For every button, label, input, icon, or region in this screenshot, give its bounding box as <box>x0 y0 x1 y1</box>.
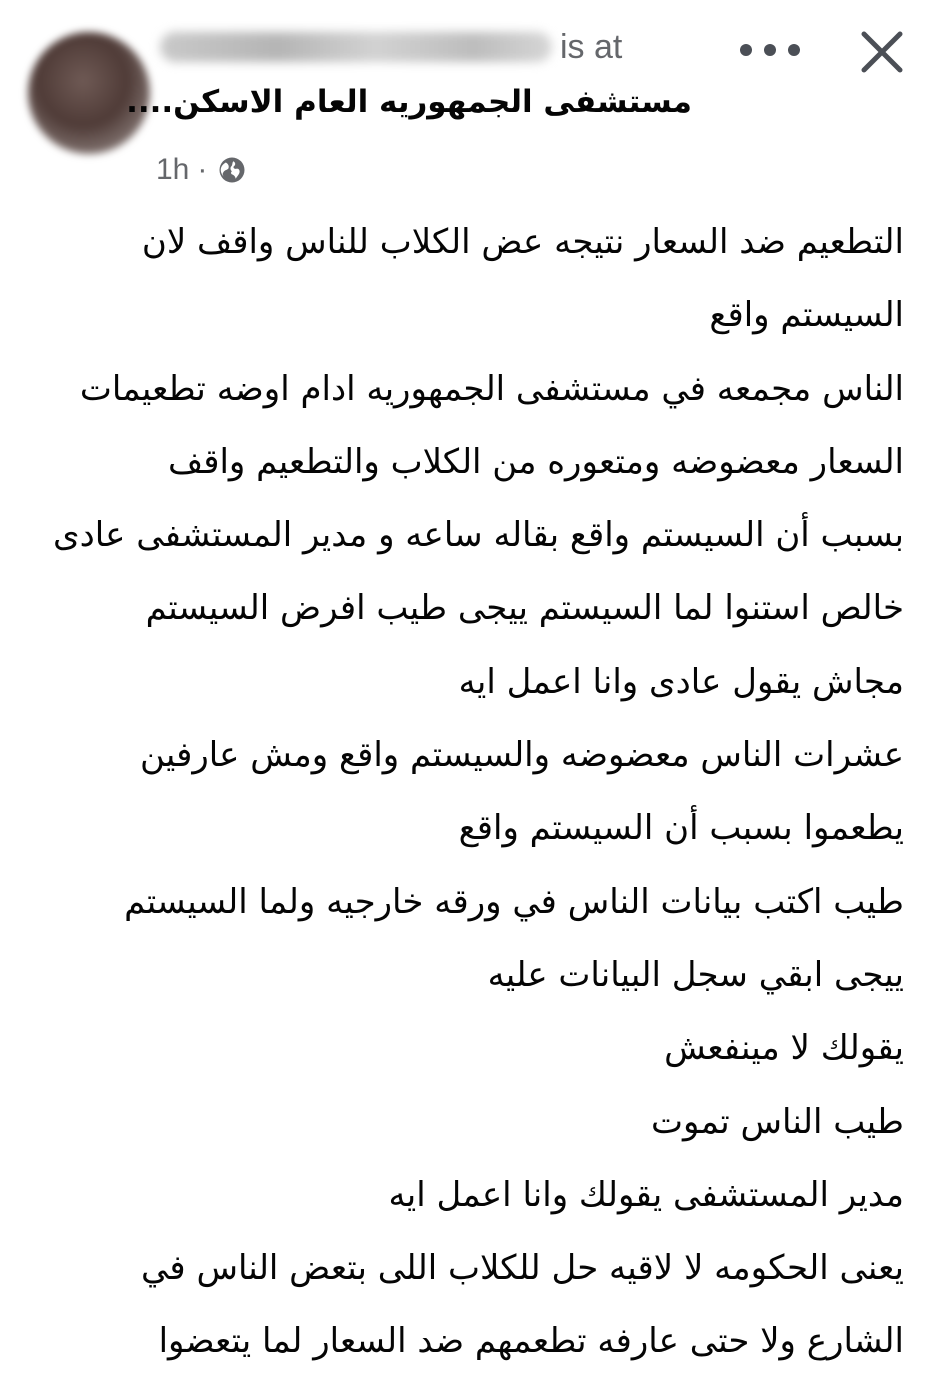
post-text-line: عشرات الناس معضوضه والسيستم واقع ومش عارفين <box>139 735 904 776</box>
meta-separator: · <box>197 153 208 186</box>
post-text-line: طيب الناس تموت <box>651 1101 904 1142</box>
header-suffix: is at <box>560 27 623 66</box>
post-text-line: السيستم واقع <box>709 295 904 336</box>
more-dot <box>788 44 800 56</box>
post-text-line: خالص استنوا لما السيستم ييجى طيب افرض السيستم <box>145 588 904 629</box>
more-options-button[interactable] <box>740 30 800 70</box>
location-link[interactable]: مستشفى الجمهوريه العام الاسكن.... <box>126 84 692 120</box>
post-text-line: مجاش يقول عادى وانا اعمل ايه <box>458 661 904 702</box>
post-text-line: يقولك لا مينفعش <box>664 1028 904 1069</box>
post-header <box>160 22 622 72</box>
post-text-line: الناس مجمعه في مستشفى الجمهوريه ادام اوضه تطعيمات <box>79 368 904 409</box>
globe-icon[interactable] <box>217 155 247 185</box>
post-text-line: طيب اكتب بيانات الناس في ورقه خارجيه ولما السيستم <box>124 881 904 922</box>
more-dot <box>764 44 776 56</box>
post-text-line: السعار معضوضه ومتعوره من الكلاب والتطعيم واقف <box>168 441 904 482</box>
post-text-line: الشارع ولا حتى عارفه تطعمهم ضد السعار لما يتعضوا <box>158 1321 904 1362</box>
post-text-line: يعنى الحكومه لا لاقيه حل للكلاب اللى بتعض الناس في <box>141 1248 904 1289</box>
close-icon[interactable] <box>852 22 912 82</box>
post-text-line: مدير المستشفى يقولك وانا اعمل ايه <box>388 1174 904 1215</box>
post-text-line: بسبب أن السيستم واقع بقاله ساعه و مدير المستشفى عادى <box>53 515 904 556</box>
post-text-line: التطعيم ضد السعار نتيجه عض الكلاب للناس واقف لان <box>141 222 904 262</box>
author-name-blurred[interactable] <box>160 32 552 62</box>
post-text-line: يطعموا بسبب أن السيستم واقع <box>458 808 904 849</box>
more-horizontal-icon <box>740 44 752 56</box>
post-body <box>20 206 904 1379</box>
post-time[interactable]: 1h <box>156 153 190 186</box>
post-text-line: ييجى ابقي سجل البيانات عليه <box>487 954 904 995</box>
post-meta <box>156 150 247 190</box>
